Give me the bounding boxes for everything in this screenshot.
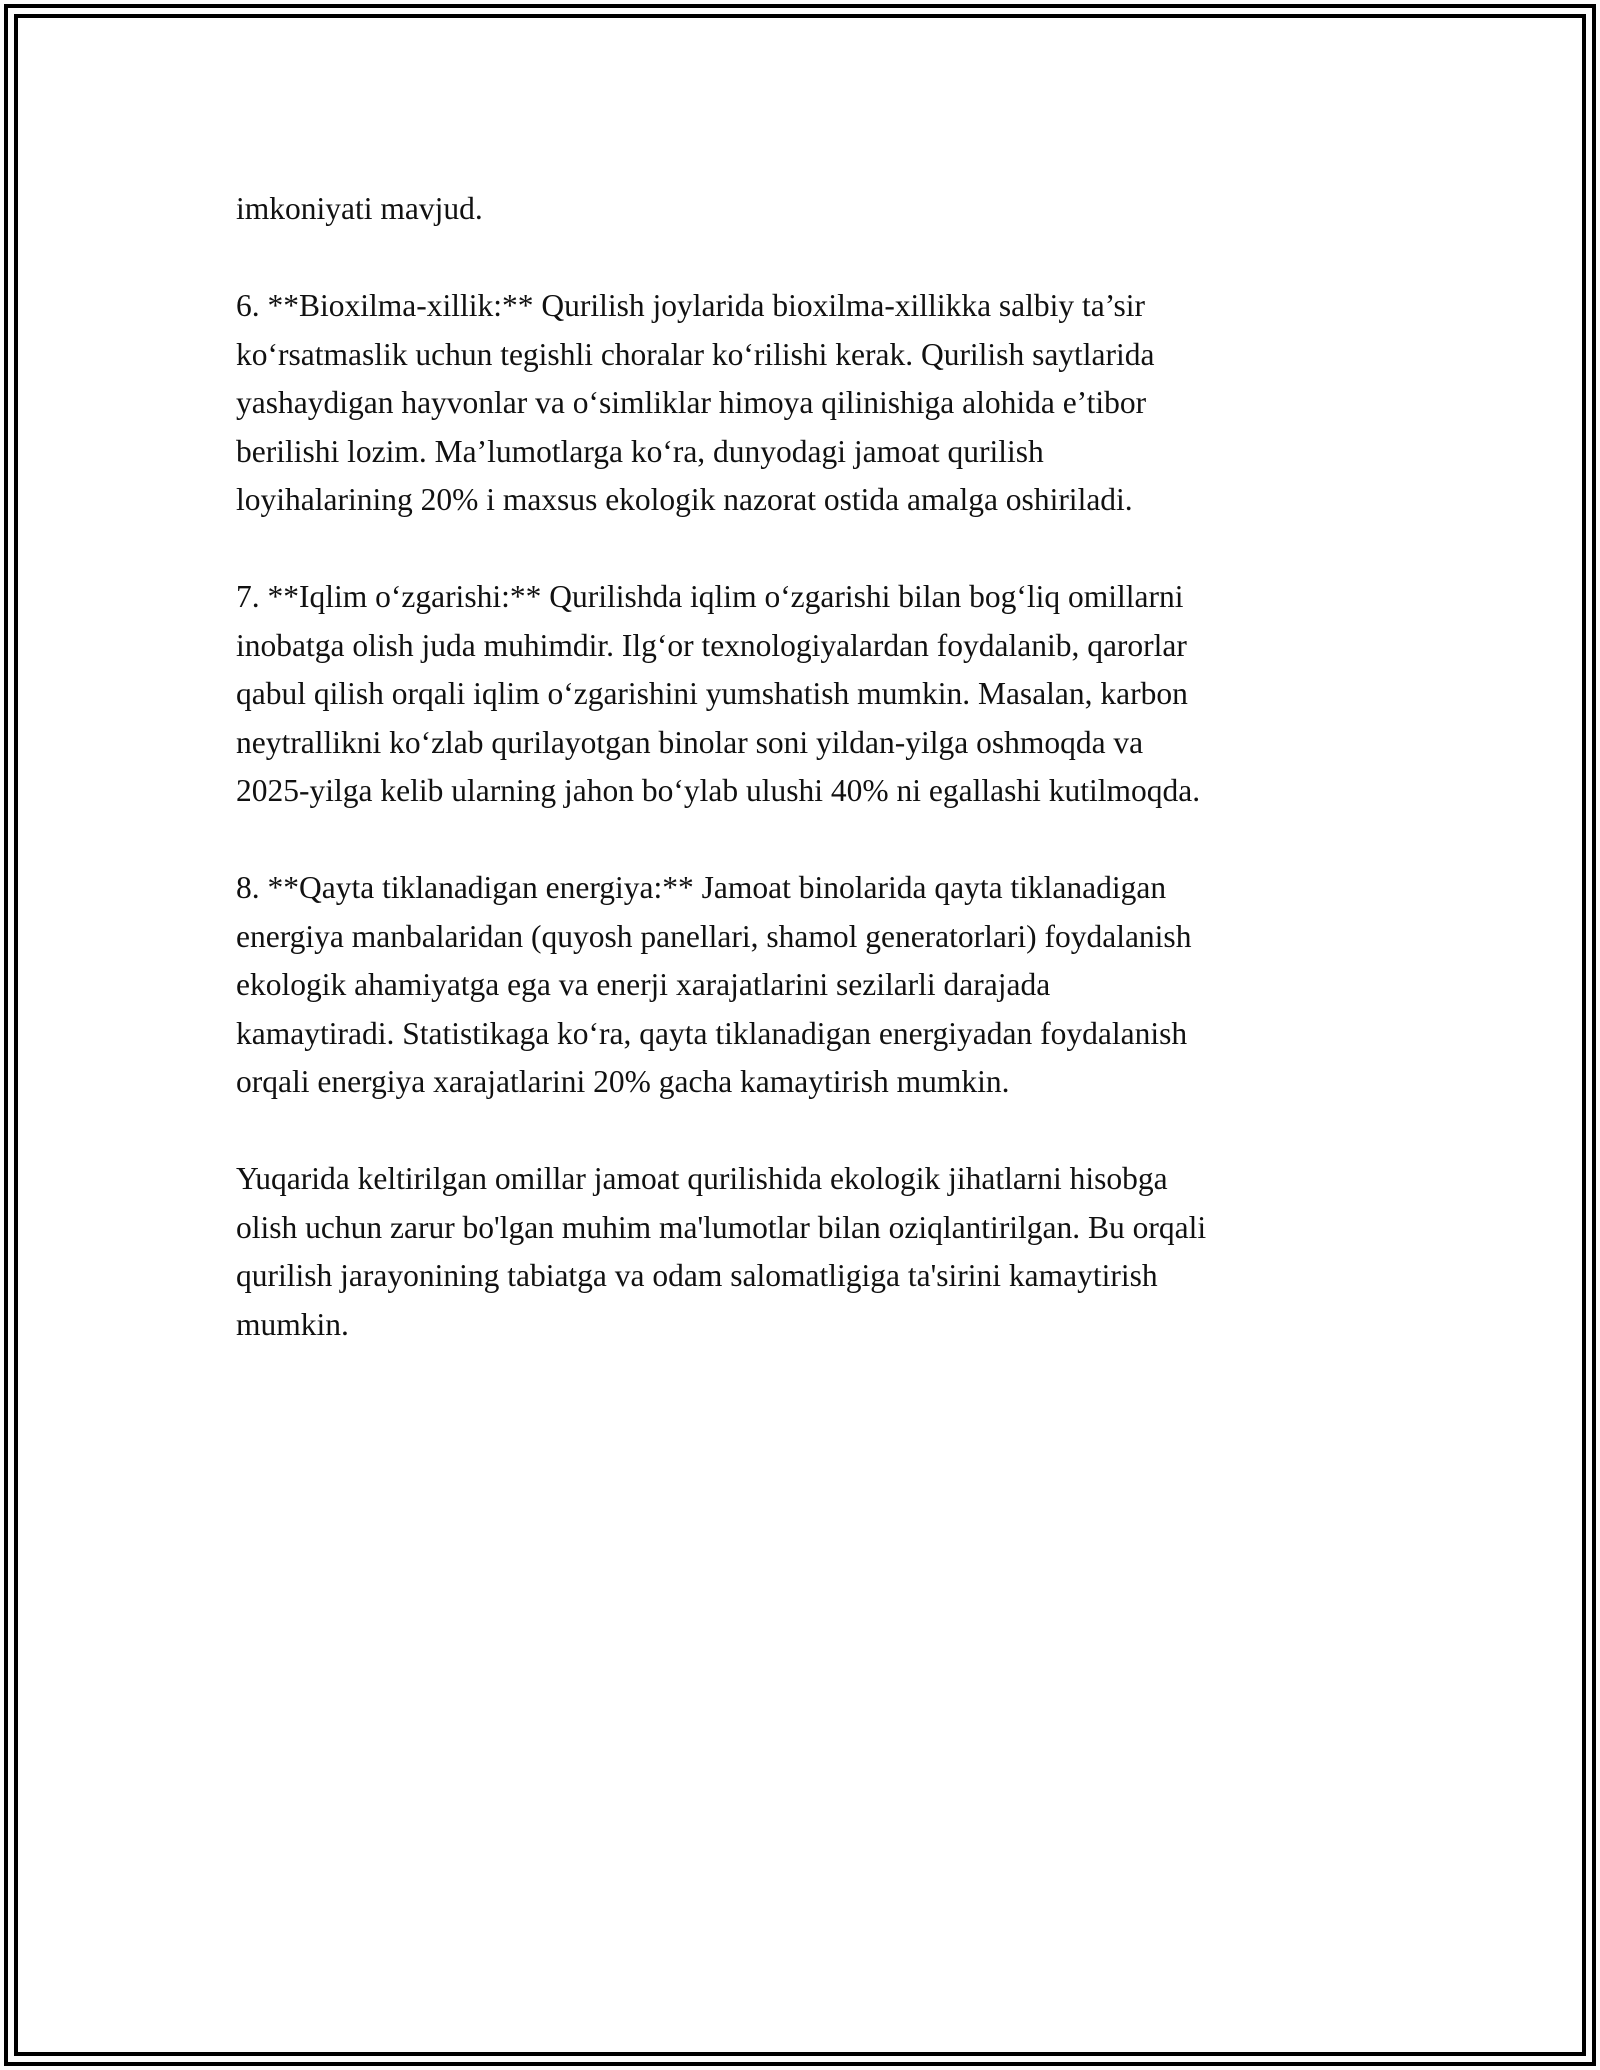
- paragraph-continuation: imkoniyati mavjud.: [236, 191, 483, 226]
- paragraph-renewable-energy: 8. **Qayta tiklanadigan energiya:** Jamoat binolarida qayta tiklanadigan energiya manbalaridan (quyosh panellari, shamol generatorlari) foydalanish ekologik ahamiyatga ega va enerji xarajatlarini sezilarli darajada kamaytiradi. Statistikaga ko‘ra, qayta tiklanadigan energiyadan foydalanish orqali energiya xarajatlarini 20% gacha kamaytirish mumkin.: [236, 870, 1192, 1099]
- paragraph-conclusion: Yuqarida keltirilgan omillar jamoat qurilishida ekologik jihatlarni hisobga olish uchun zarur bo'lgan muhim ma'lumotlar bilan oziqlantirilgan. Bu orqali qurilish jarayonining tabiatga va odam salomatligiga ta'sirini kamaytirish mumkin.: [236, 1161, 1207, 1342]
- paragraph-biodiversity: 6. **Bioxilma-xillik:** Qurilish joylarida bioxilma-xillikka salbiy ta’sir ko‘rsatmaslik uchun tegishli choralar ko‘rilishi kerak. Qurilish saytlarida yashaydigan hayvonlar va o‘simliklar himoya qilinishiga alohida e’tibor berilishi lozim. Ma’lumotlarga ko‘ra, dunyodagi jamoat qurilish loyihalarining 20% i maxsus ekologik nazorat ostida amalga oshiriladi.: [236, 288, 1155, 517]
- document-body: [236, 185, 1416, 1398]
- paragraph-climate-change: 7. **Iqlim o‘zgarishi:** Qurilishda iqlim o‘zgarishi bilan bog‘liq omillarni inobatga olish juda muhimdir. Ilg‘or texnologiyalardan foydalanib, qarorlar qabul qilish orqali iqlim o‘zgarishini yumshatish mumkin. Masalan, karbon neytrallikni ko‘zlab qurilayotgan binolar soni yildan-yilga oshmoqda va 2025-yilga kelib ularning jahon bo‘ylab ulushi 40% ni egallashi kutilmoqda.: [236, 579, 1201, 808]
